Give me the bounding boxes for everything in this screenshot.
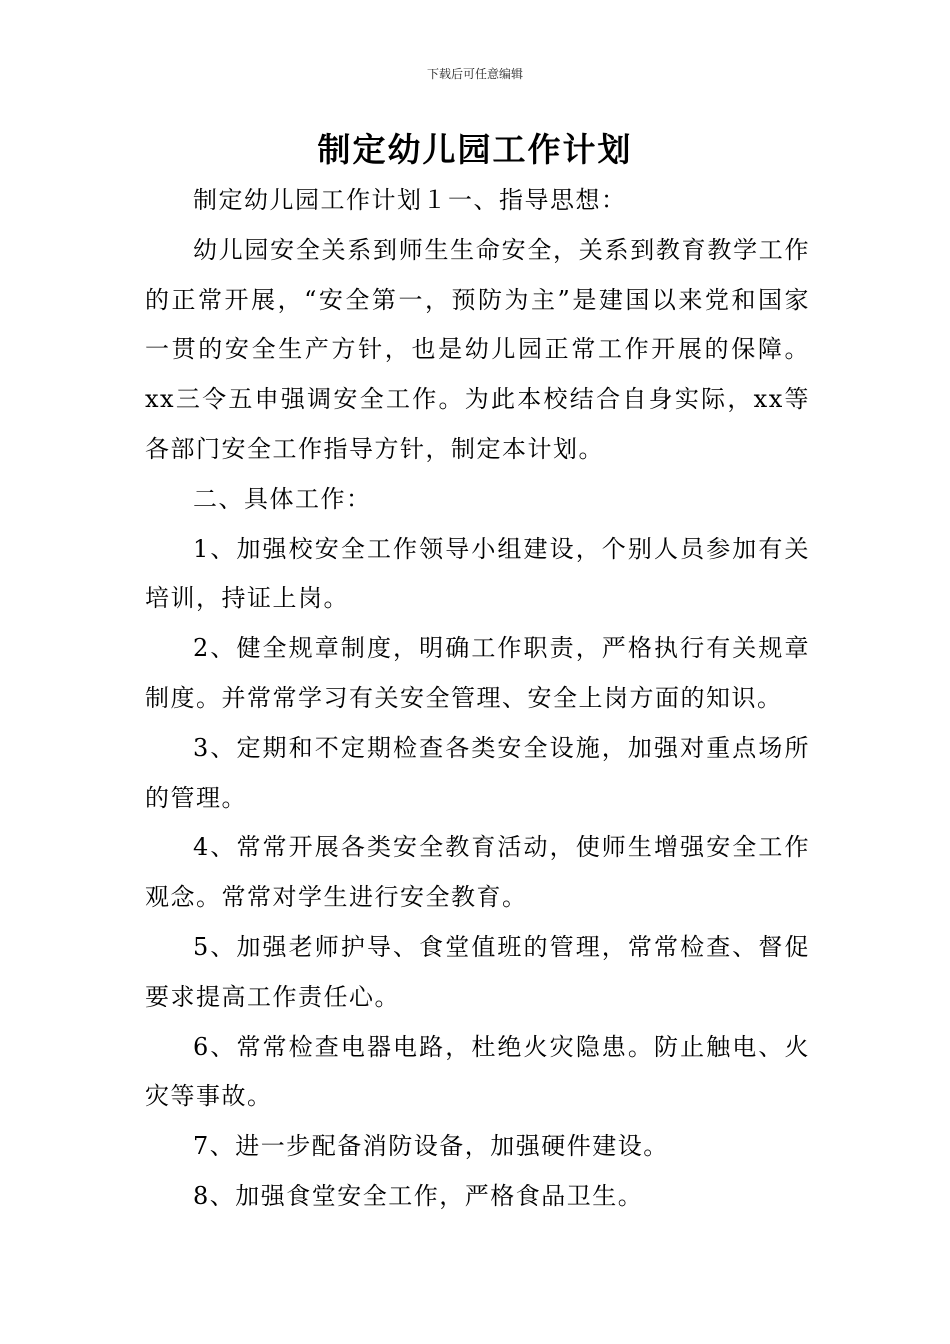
paragraph-intro: 制定幼儿园工作计划１一、指导思想： [193,186,627,214]
document-title: 制定幼儿园工作计划 [317,130,633,169]
paragraph-section-heading: 二、具体工作： [193,484,372,513]
paragraph-item-7: 7、进一步配备消防设备，加强硬件建设。 [193,1132,669,1161]
paragraph-item-6: 6、常常检查电器电路，杜绝火灾隐患。防止触电、火灾等事故。 [145,1032,810,1111]
paragraph-guiding-idea: 幼儿园安全关系到师生生命安全，关系到教育教学工作的正常开展，“安全第一，预防为主”是建国以来党和国家一贯的安全生产方针，也是幼儿园正常工作开展的保障。xx三令五申强调安全工作。为此本校结合自身实际，xx等各部门安全工作指导方针，制定本计划。 [145,235,810,463]
paragraph-item-2: 2、健全规章制度，明确工作职责，严格执行有关规章制度。并常常学习有关安全管理、安全上岗方面的知识。 [145,634,810,712]
header-note: 下载后可任意编辑 [426,67,523,81]
document-body [145,176,810,1222]
paragraph-item-8: 8、加强食堂安全工作，严格食品卫生。 [193,1181,644,1210]
paragraph-item-5: 5、加强老师护导、食堂值班的管理，常常检查、督促要求提高工作责任心。 [145,932,810,1011]
paragraph-item-1: 1、加强校安全工作领导小组建设，个别人员参加有关培训，持证上岗。 [145,534,810,613]
paragraph-item-3: 3、定期和不定期检查各类安全设施，加强对重点场所的管理。 [145,733,810,812]
paragraph-item-4: 4、常常开展各类安全教育活动，使师生增强安全工作观念。常常对学生进行安全教育。 [145,833,810,912]
